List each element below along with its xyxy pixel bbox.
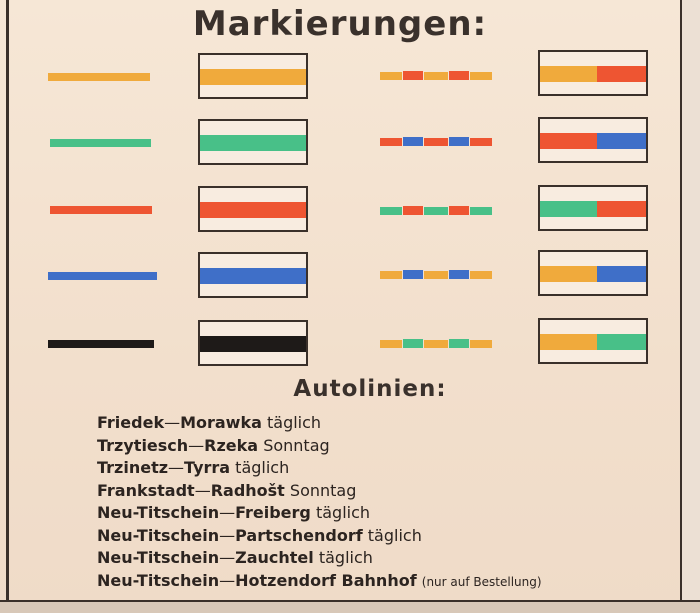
marking-segment: [424, 207, 448, 215]
marking-segment: [449, 270, 469, 279]
route-item: Neu-Titschein—Hotzendorf Bahnhof (nur auf Bestellung): [97, 570, 542, 590]
route-schedule: täglich: [235, 458, 290, 477]
route-destination: Partschendorf: [235, 525, 363, 545]
marking-segment: [424, 340, 448, 348]
frame-bottom-border: [0, 600, 700, 613]
swatch-band-right: [597, 133, 646, 149]
marking-segment: [380, 72, 402, 80]
route-schedule: Sonntag: [289, 480, 357, 500]
single-marking-line: [48, 272, 157, 280]
autolinien-heading: Autolinien:: [293, 376, 447, 402]
marking-segment: [403, 71, 423, 80]
marking-segment: [449, 339, 469, 348]
marking-segment: [449, 71, 469, 80]
route-destination: Rzeka: [204, 435, 259, 455]
route-schedule: täglich: [267, 413, 322, 432]
route-destination: Radhošt: [210, 480, 285, 500]
swatch-band-right: [597, 266, 646, 282]
single-marking-swatch: [198, 186, 308, 232]
route-origin: Trzytiesch: [97, 435, 189, 455]
single-marking-line: [48, 340, 154, 348]
swatch-band-right: [597, 201, 646, 217]
route-schedule: Sonntag: [263, 435, 330, 455]
marking-segment: [380, 271, 402, 279]
route-origin: Friedek: [97, 413, 165, 432]
marking-segment: [424, 271, 448, 279]
marking-segment: [403, 270, 423, 279]
double-marking-swatch: [538, 50, 648, 96]
marking-segment: [380, 207, 402, 215]
route-schedule: täglich: [367, 525, 422, 545]
route-item: Neu-Titschein—Zauchtel täglich: [97, 548, 373, 567]
route-origin: Neu-Titschein: [97, 503, 220, 522]
marking-segment: [470, 340, 492, 348]
route-item: Trzinetz—Tyrra täglich: [97, 458, 290, 477]
marking-segment: [380, 138, 402, 146]
route-note: (nur auf Bestellung): [421, 574, 542, 589]
marking-segment: [470, 271, 492, 279]
swatch-band: [200, 69, 306, 85]
swatch-band: [200, 202, 306, 218]
marking-segment: [403, 339, 423, 348]
swatch-band-left: [540, 201, 597, 217]
double-marking-line: [380, 207, 496, 215]
route-schedule: täglich: [315, 503, 371, 522]
swatch-band-right: [597, 66, 646, 82]
swatch-band-left: [540, 133, 597, 149]
single-marking-swatch: [198, 53, 308, 99]
single-marking-line: [48, 73, 150, 81]
double-marking-swatch: [538, 250, 648, 296]
route-destination: Freiberg: [235, 503, 311, 522]
swatch-band: [200, 268, 306, 284]
marking-segment: [380, 340, 402, 348]
single-marking-swatch: [198, 252, 308, 298]
double-marking-line: [380, 271, 496, 279]
marking-segment: [403, 137, 423, 146]
double-marking-line: [380, 138, 496, 146]
single-marking-line: [50, 206, 152, 214]
single-marking-swatch: [198, 320, 308, 366]
swatch-band-left: [540, 334, 597, 350]
route-item: Trzytiesch—Rzeka Sonntag: [97, 435, 330, 455]
route-destination: Hotzendorf Bahnhof: [235, 570, 417, 590]
route-origin: Neu-Titschein: [97, 525, 220, 545]
route-origin: Frankstadt: [97, 480, 195, 500]
swatch-band-left: [540, 266, 597, 282]
swatch-band: [200, 135, 306, 151]
route-item: Friedek—Morawka täglich: [97, 413, 322, 432]
frame-right-margin: [680, 0, 700, 611]
route-item: Frankstadt—Radhošt Sonntag: [97, 480, 357, 500]
swatch-band-right: [597, 334, 646, 350]
route-origin: Trzinetz: [97, 458, 169, 477]
route-origin: Neu-Titschein: [97, 548, 220, 567]
single-marking-line: [50, 139, 151, 147]
legend-title: Markierungen:: [192, 4, 488, 44]
double-marking-line: [380, 72, 496, 80]
route-destination: Tyrra: [184, 458, 231, 477]
marking-segment: [470, 72, 492, 80]
marking-segment: [424, 138, 448, 146]
double-marking-line: [380, 340, 496, 348]
route-item: Neu-Titschein—Freiberg täglich: [97, 503, 371, 522]
double-marking-swatch: [538, 185, 648, 231]
double-marking-swatch: [538, 318, 648, 364]
swatch-band-left: [540, 66, 597, 82]
single-marking-swatch: [198, 119, 308, 165]
route-origin: Neu-Titschein: [97, 570, 220, 590]
frame-left-border: [6, 0, 9, 611]
marking-segment: [470, 138, 492, 146]
route-schedule: täglich: [318, 548, 373, 567]
swatch-band: [200, 336, 306, 352]
marking-segment: [424, 72, 448, 80]
route-destination: Zauchtel: [235, 548, 314, 567]
marking-segment: [449, 206, 469, 215]
marking-segment: [449, 137, 469, 146]
route-list: [97, 412, 542, 593]
route-item: Neu-Titschein—Partschendorf täglich: [97, 525, 422, 545]
marking-segment: [470, 207, 492, 215]
double-marking-swatch: [538, 117, 648, 163]
marking-segment: [403, 206, 423, 215]
route-destination: Morawka: [180, 413, 262, 432]
